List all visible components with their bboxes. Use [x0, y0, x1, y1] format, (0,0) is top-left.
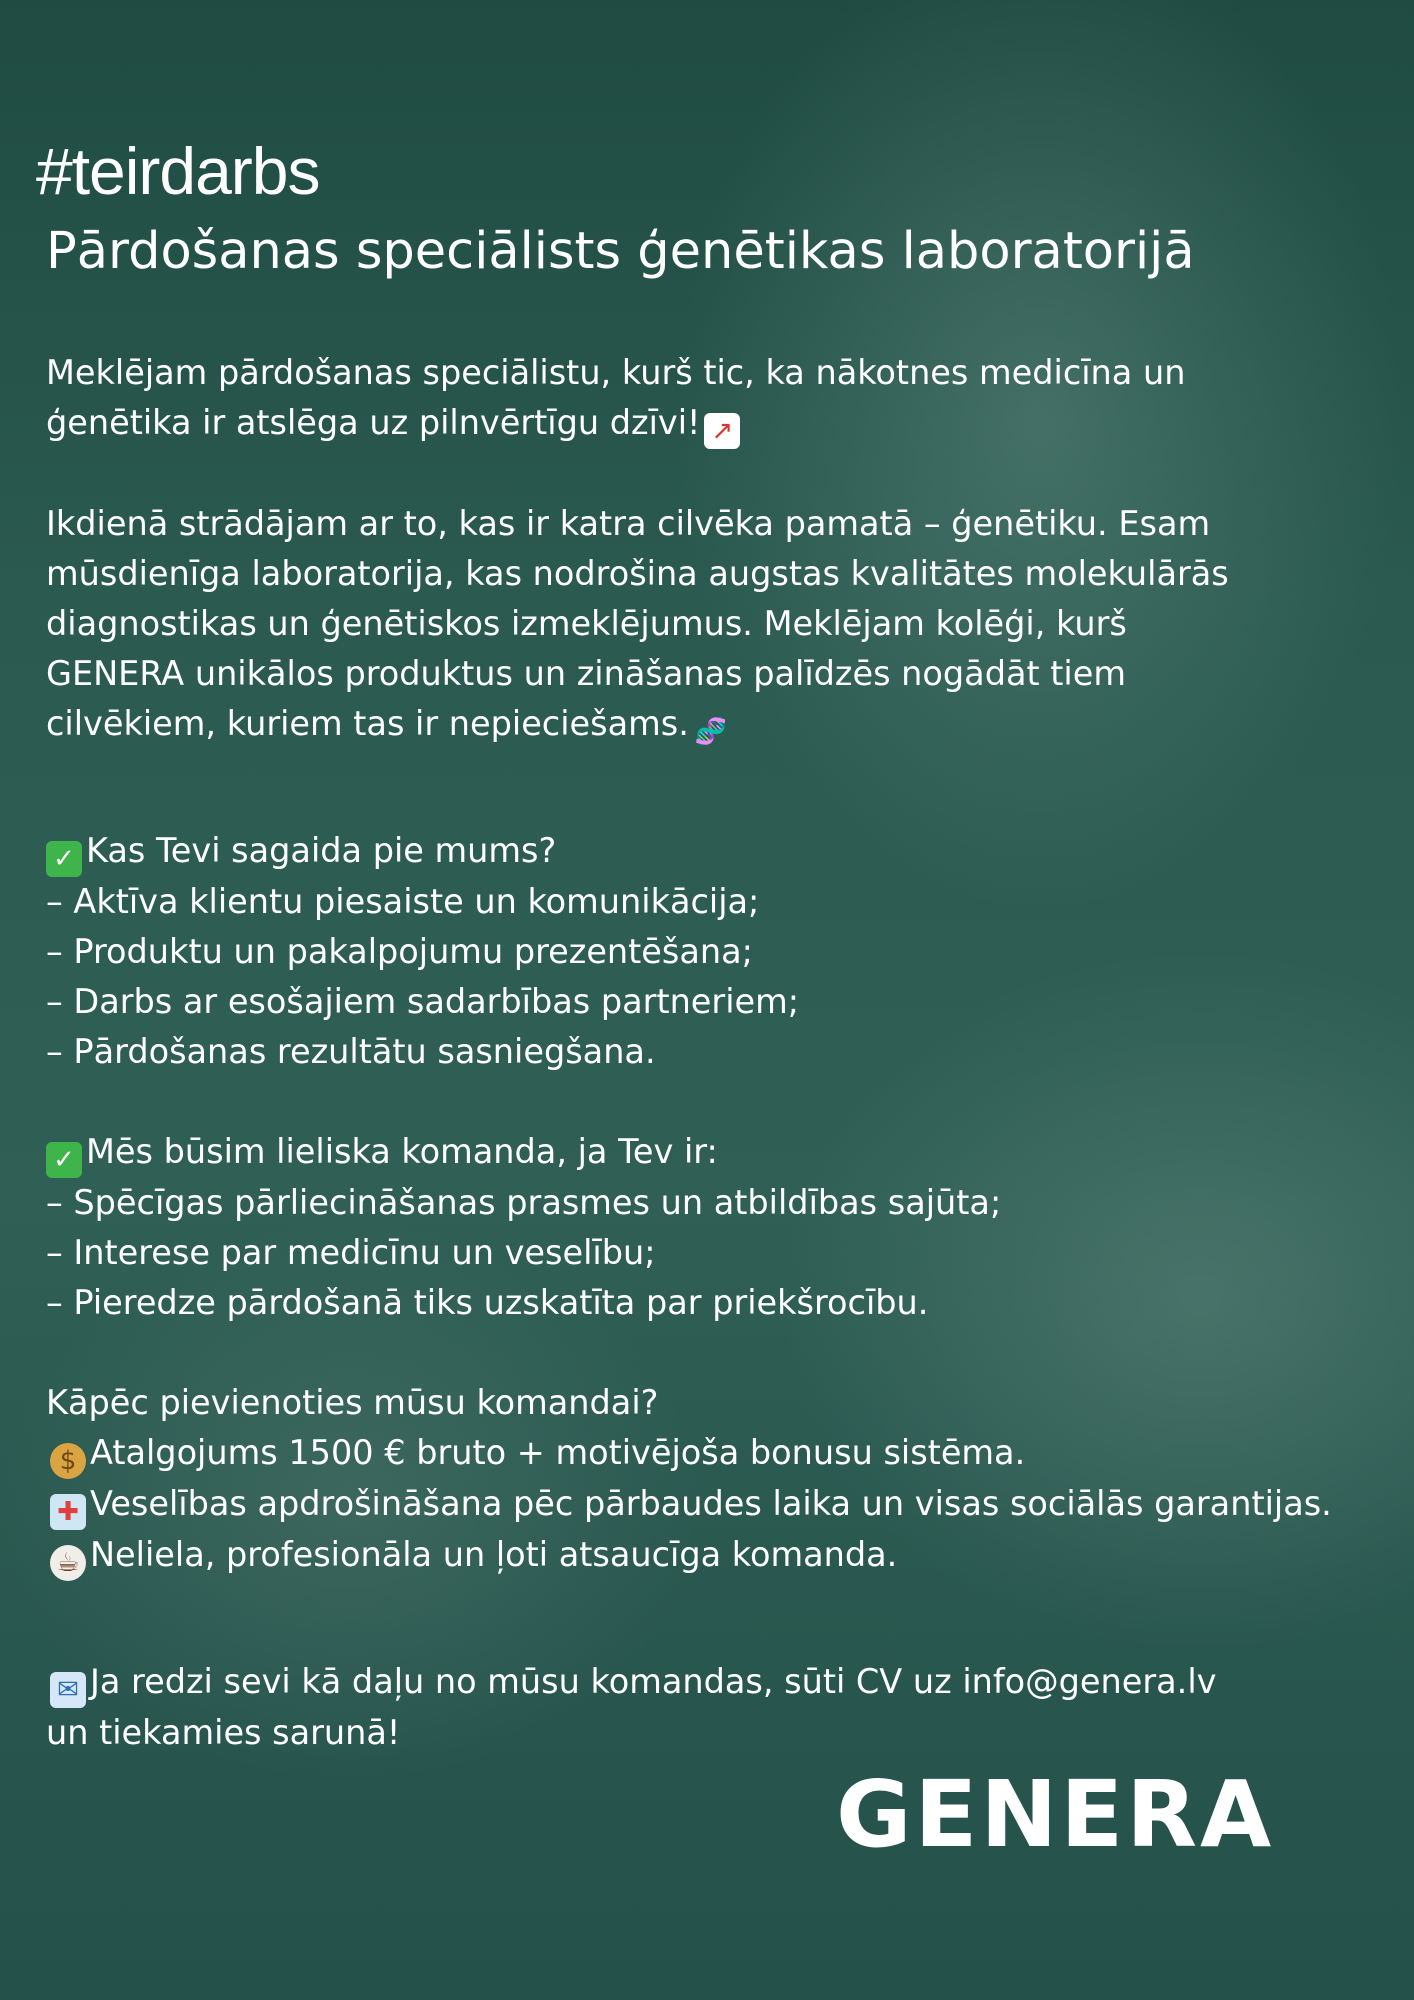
- list-item: – Interese par medicīnu un veselību;: [46, 1233, 656, 1272]
- about-line-5: [46, 699, 1346, 750]
- intro-line-1: Meklējam pārdošanas speciālistu, kurš tic, ka nākotnes medicīna un: [46, 353, 1186, 392]
- intro-line-2-text: ģenētika ir atslēga uz pilnvērtīgu dzīvi!: [46, 403, 701, 442]
- chart-increasing-icon: ↗: [704, 413, 740, 449]
- benefit-salary: [46, 1428, 1346, 1479]
- benefit-salary-text: Atalgojums 1500 € bruto + motivējoša bonusu sistēma.: [90, 1433, 1026, 1472]
- hashtag: #teirdarbs: [36, 134, 320, 208]
- list-item: – Spēcīgas pārliecināšanas prasmes un atbildības sajūta;: [46, 1183, 1002, 1222]
- check-mark-icon: ✓: [46, 841, 82, 877]
- check-mark-icon: ✓: [46, 1142, 82, 1178]
- contact-line-1-text: Ja redzi sevi kā daļu no mūsu komandas, sūti CV uz info@genera.lv: [90, 1662, 1217, 1701]
- list-item: – Produktu un pakalpojumu prezentēšana;: [46, 932, 753, 971]
- hot-beverage-icon: ☕: [50, 1545, 86, 1581]
- list-item: – Darbs ar esošajiem sadarbības partneriem;: [46, 982, 800, 1021]
- benefit-team-text: Neliela, profesionāla un ļoti atsaucīga komanda.: [90, 1535, 898, 1574]
- contact-line-1: [46, 1657, 1346, 1708]
- envelope-arrow-icon: ✉: [50, 1672, 86, 1708]
- list-item: – Pārdošanas rezultātu sasniegšana.: [46, 1032, 656, 1071]
- page-title: Pārdošanas speciālists ģenētikas laboratorijā: [46, 222, 1195, 281]
- list-item: – Aktīva klientu piesaiste un komunikācija;: [46, 882, 760, 921]
- hospital-icon: ✚: [50, 1494, 86, 1530]
- duties-heading: [46, 826, 1346, 877]
- about-line-4: GENERA unikālos produktus un zināšanas palīdzēs nogādāt tiem: [46, 654, 1126, 693]
- money-bag-icon: $: [50, 1443, 86, 1479]
- genera-logo: GENERA: [836, 1761, 1275, 1868]
- contact-line-2: un tiekamies sarunā!: [46, 1713, 401, 1752]
- duties-heading-text: Kas Tevi sagaida pie mums?: [86, 831, 557, 870]
- ad-body: [46, 348, 1346, 1758]
- requirements-heading: [46, 1127, 1346, 1178]
- list-item: – Pieredze pārdošanā tiks uzskatīta par priekšrocību.: [46, 1283, 929, 1322]
- dna-icon: 🧬: [694, 717, 728, 747]
- benefit-insurance: [46, 1479, 1346, 1530]
- about-line-5-text: cilvēkiem, kuriem tas ir nepieciešams.: [46, 704, 689, 743]
- intro-line-2: [46, 398, 1346, 449]
- benefit-team: [46, 1530, 1346, 1581]
- about-line-1: Ikdienā strādājam ar to, kas ir katra cilvēka pamatā – ģenētiku. Esam: [46, 504, 1211, 543]
- about-line-2: mūsdienīga laboratorija, kas nodrošina augstas kvalitātes molekulārās: [46, 554, 1229, 593]
- requirements-heading-text: Mēs būsim lieliska komanda, ja Tev ir:: [86, 1132, 718, 1171]
- benefit-insurance-text: Veselības apdrošināšana pēc pārbaudes laika un visas sociālās garantijas.: [90, 1484, 1332, 1523]
- benefits-heading: Kāpēc pievienoties mūsu komandai?: [46, 1383, 659, 1422]
- about-line-3: diagnostikas un ģenētiskos izmeklējumus. Meklējam kolēģi, kurš: [46, 604, 1127, 643]
